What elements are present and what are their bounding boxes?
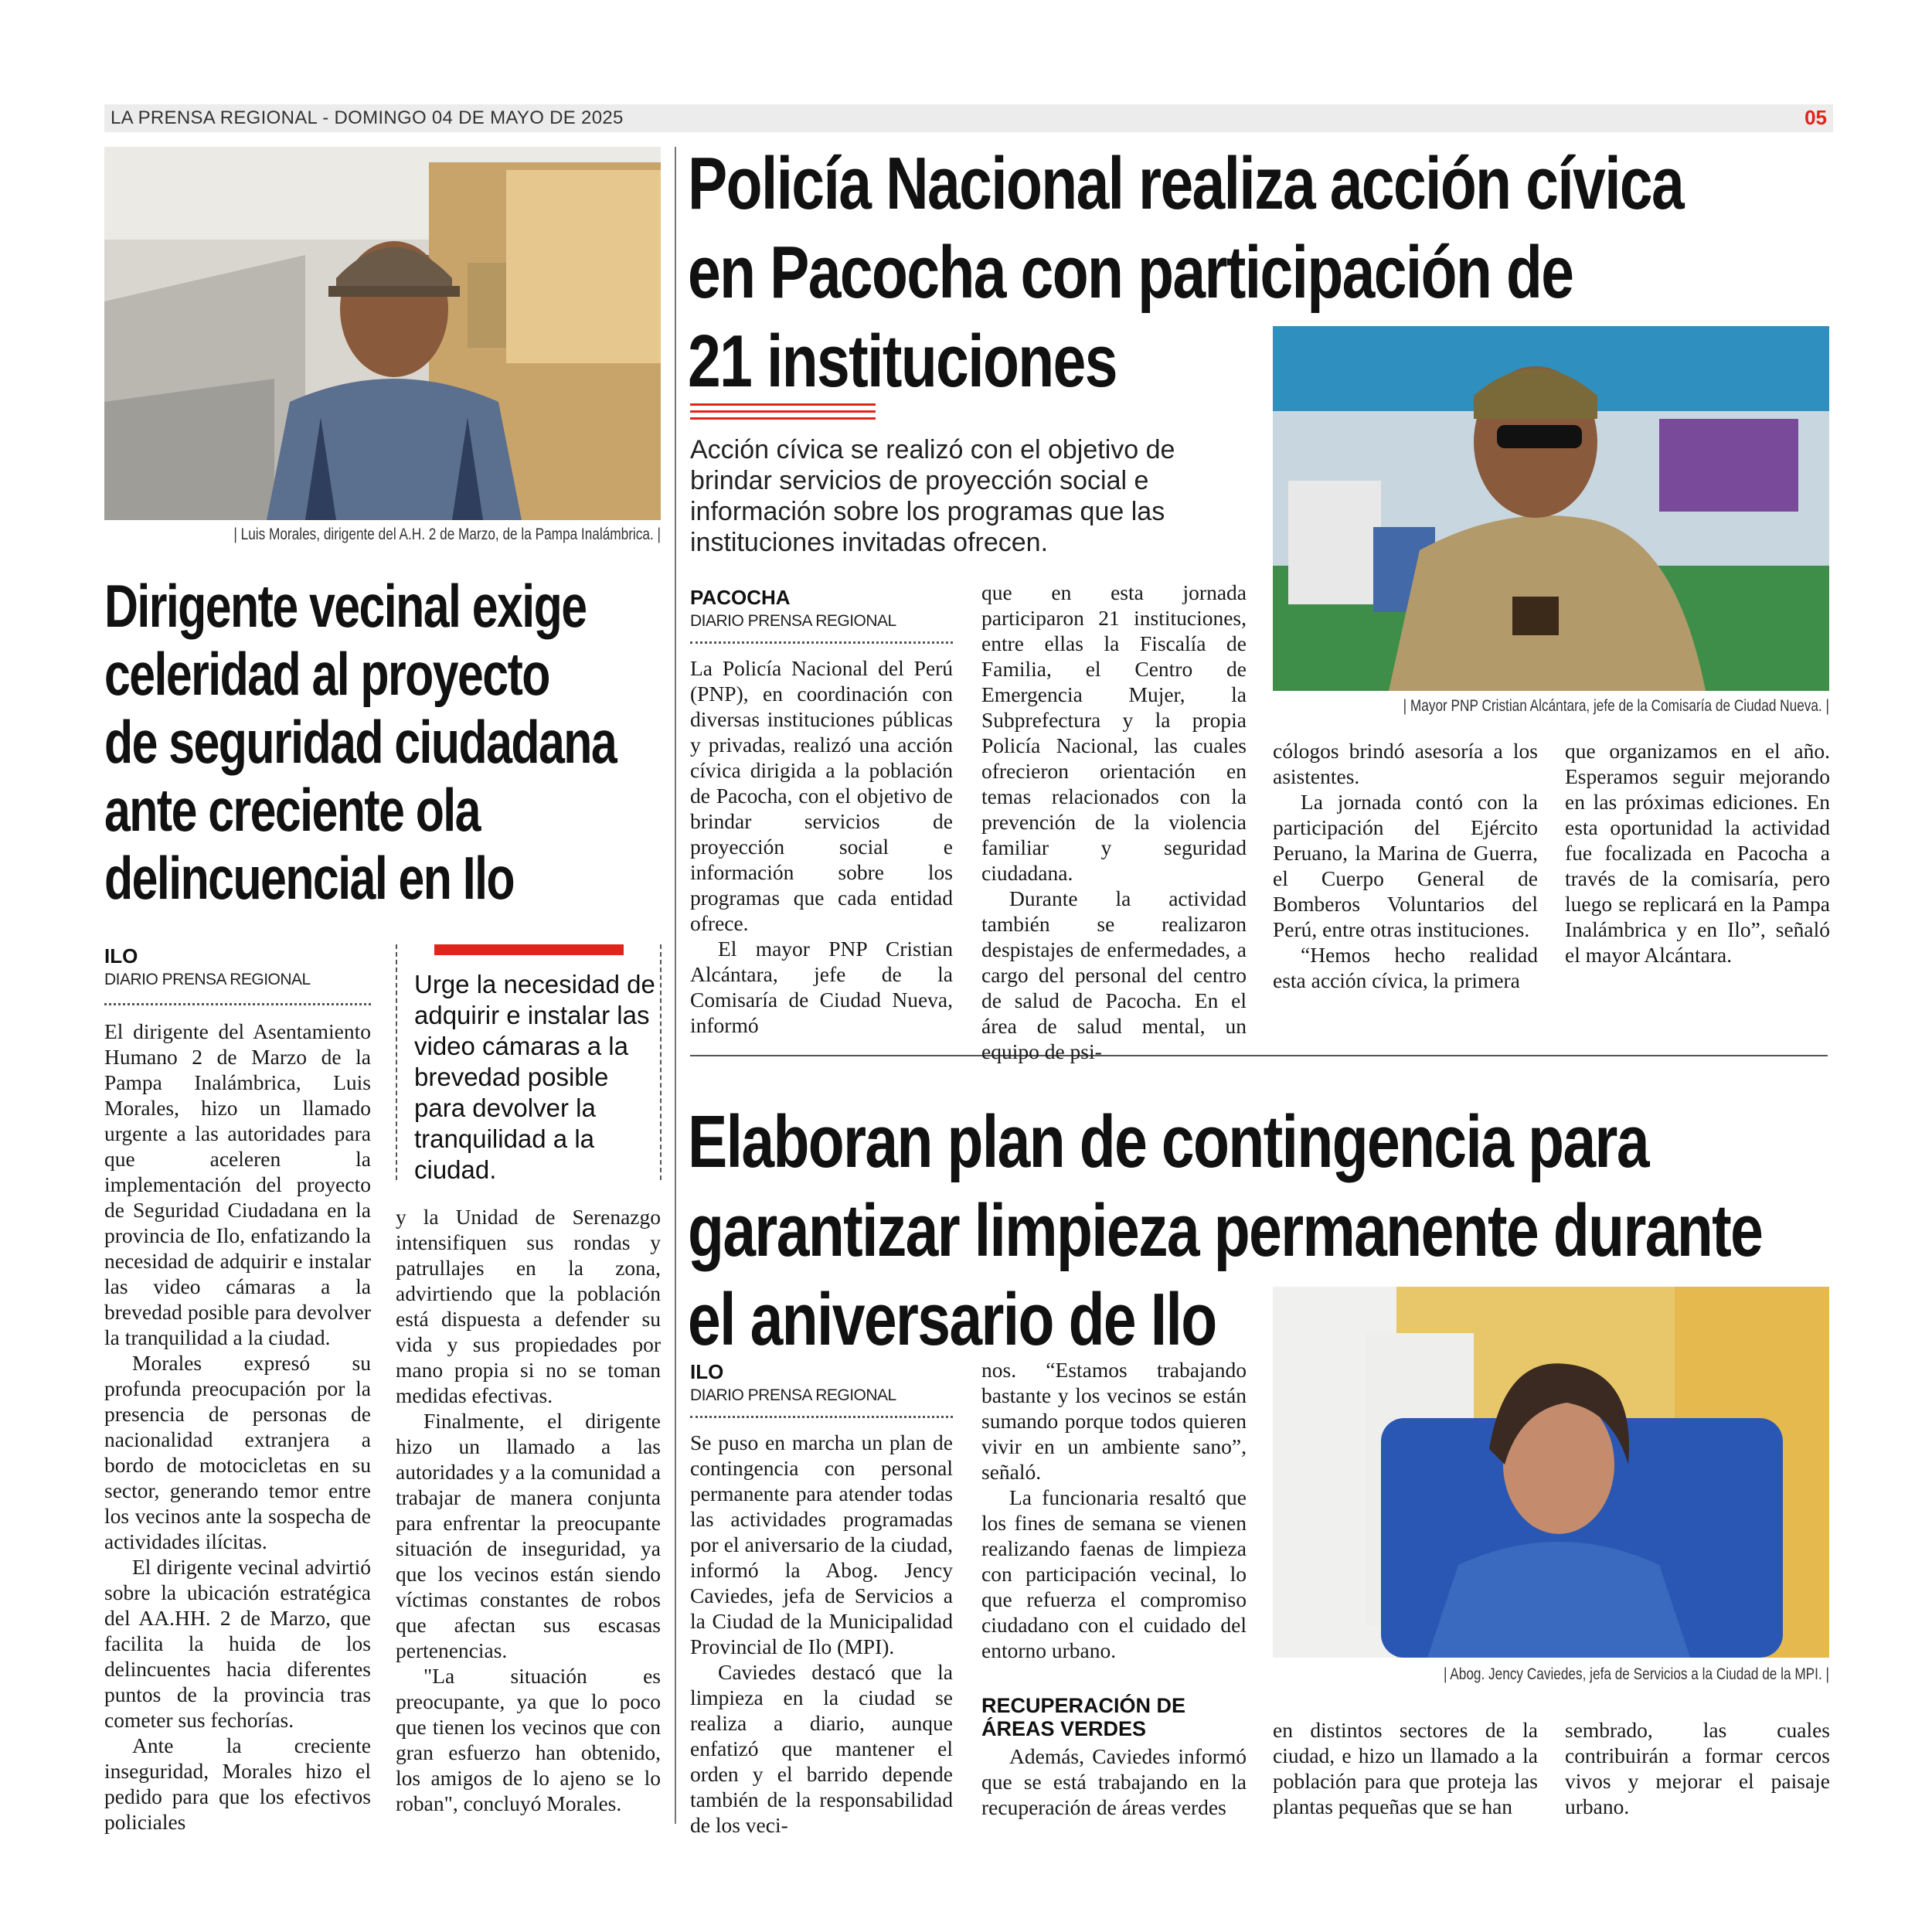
pull-quote: Urge la necesidad de adquirir e instalar las video cámaras a la brevedad posible para devolver la tranquilidad a la ciudad. <box>414 970 655 1184</box>
story1-column-2: y la Unidad de Serenazgo intensifiquen sus rondas y patrullajes en la zona, advirtiendo que la población está dispuesta a defender su vida y sus propiedades por mano propia si no se toman medidas efectivas. Finalmente, el dirigente hizo un llamado a las autoridades y a la comunidad a trabajar de manera conjunta para enfrentar la preocupante situación de inseguridad, ya que los vecinos están siendo víctimas constantes de robos que afectan sus escasas pertenencias. "La situación es preocupante, ya que lo poco que tienen los vecinos que con gran esfuerzo han obtenido, los amigos de lo ajeno se lo roban", concluyó Morales. <box>396 1205 661 1815</box>
story2-dek: Acción cívica se realizó con el objetivo de brindar servicios de proyección social e información sobre los programas que las instituciones invitadas ofrecen. <box>690 435 1175 557</box>
dateline-place: ILO <box>690 1360 724 1383</box>
dotted-divider <box>690 641 953 644</box>
photo-caption-alcantara: | Mayor PNP Cristian Alcántara, jefe de la Comisaría de Ciudad Nueva. | <box>1403 697 1829 715</box>
photo-caption-caviedes: | Abog. Jency Caviedes, jefa de Servicios a la Ciudad de la MPI. | <box>1443 1665 1829 1683</box>
photo-caption: | Luis Morales, dirigente del A.H. 2 de Marzo, de la Pampa Inalámbrica. | <box>233 526 661 543</box>
story2-column-2: que en esta jornada participaron 21 instituciones, entre ellas la Fiscalía de Familia, el Centro de Emergencia Mujer, la Subprefectura y la propia Policía Nacional, las cuales ofrecieron orientación en temas relacionados con la prevención de la violencia familiar y seguridad ciudadana. Durante la actividad también se realizaron despistajes de enfermedades, a cargo del personal del centro de salud de Pacocha. En el área de salud mental, un equipo de psi- <box>981 580 1247 1063</box>
headline-policia-nacional: Policía Nacional realiza acción cívica en Pacocha con participación de 21 instituciones <box>688 142 1684 403</box>
dateline-source: DIARIO PRENSA REGIONAL <box>690 1386 896 1404</box>
pull-quote-red-bar <box>434 944 624 955</box>
story-divider <box>690 1055 1828 1056</box>
page-number: 05 <box>1804 106 1827 129</box>
page-header <box>104 104 1833 132</box>
story3-column-2: nos. “Estamos trabajando bastante y los vecinos se están sumando porque todos quieren vivir en un ambiente sano”, señaló. La funcionaria resaltó que los fines de semana se vienen realizando faenas de limpieza con participación vecinal, lo que refuerza el compromiso ciudadano con el cuidado del entorno urbano. <box>981 1358 1247 1662</box>
dateline-place: ILO <box>104 944 138 968</box>
photo-mayor-alcantara <box>1273 326 1829 691</box>
photo-jency-caviedes <box>1273 1287 1829 1658</box>
headline-dirigente-vecinal: Dirigente vecinal exige celeridad al proyecto de seguridad ciudadana ante creciente ola delincuencial en Ilo <box>104 572 617 912</box>
story2-column-4: que organizamos en el año. Esperamos seguir mejorando en las próximas ediciones. En esta oportunidad la actividad fue focalizada en Pacocha a través de la comisaría, pero luego se replicará en la Pampa Inalámbrica y en Ilo”, señaló el mayor Alcántara. <box>1565 739 1830 967</box>
headline-plan-contingencia: Elaboran plan de contingencia para garantizar limpieza permanente durante el aniversario de Ilo <box>688 1100 1763 1361</box>
dateline-source: DIARIO PRENSA REGIONAL <box>104 971 311 988</box>
subhead-areas-verdes: RECUPERACIÓN DE ÁREAS VERDES <box>981 1694 1186 1740</box>
dateline-source: DIARIO PRENSA REGIONAL <box>690 612 896 630</box>
red-stripes-decoration <box>690 403 876 424</box>
pull-quote-box <box>396 944 662 1184</box>
column-divider <box>675 147 676 1824</box>
story1-column-1: El dirigente del Asentamiento Humano 2 de Marzo de la Pampa Inalámbrica, Luis Morales, hizo un llamado urgente a las autoridades para que aceleren la implementación del proyecto de Seguridad Ciudadana en la provincia de Ilo, enfatizando la necesidad de adquirir e instalar las video cámaras a la brevedad posible para devolver la tranquilidad a la ciudad. Morales expresó su profunda preocupación por la presencia de personas de nacionalidad extranjera a bordo de motocicletas en su sector, generando temor entre los vecinos ante la sospecha de actividades ilícitas. El dirigente vecinal advirtió sobre la ubicación estratégica del AA.HH. 2 de Marzo, que facilita la huida de los delincuentes hacia diferentes puntos de la provincia tras cometer sus fechorías. Ante la creciente inseguridad, Morales hizo el pedido para que los efectivos policiales <box>104 1019 371 1834</box>
dotted-divider <box>690 1416 953 1418</box>
story3-column-2b: Además, Caviedes informó que se está trabajando en la recuperación de áreas verdes <box>981 1744 1247 1819</box>
photo-luis-morales <box>104 147 661 520</box>
dateline-place: PACOCHA <box>690 586 791 609</box>
story3-column-1: Se puso en marcha un plan de contingencia con personal permanente para atender todas las actividades programadas por el aniversario de la ciudad, informó la Abog. Jency Caviedes, jefa de Servicios a la Ciudad de la Municipalidad Provincial de Ilo (MPI). Caviedes destacó que la limpieza en la ciudad se realiza a diario, aunque enfatizó que mantener el orden y el barrido depende también de la responsabilidad de los veci- <box>690 1430 953 1837</box>
dotted-divider <box>104 1003 371 1005</box>
story2-column-3: cólogos brindó asesoría a los asistentes. La jornada contó con la participación del Ejército Peruano, la Marina de Guerra, el Cuerpo General de Bomberos Voluntarios del Perú, entre otras instituciones. “Hemos hecho realidad esta acción cívica, la primera <box>1273 739 1538 992</box>
story3-column-4: sembrado, las cuales contribuirán a formar cercos vivos y mejorar el paisaje urbano. <box>1565 1718 1830 1818</box>
story3-column-3: en distintos sectores de la ciudad, e hizo un llamado a la población para que proteja las plantas pequeñas que se han <box>1273 1718 1538 1818</box>
story2-column-1: La Policía Nacional del Perú (PNP), en coordinación con diversas instituciones públicas y privadas, realizó una acción cívica dirigida a la población de Pacocha, con el objetivo de brindar servicios de proyección social e información sobre los programas que cada entidad ofrece. El mayor PNP Cristian Alcántara, jefe de la Comisaría de Ciudad Nueva, informó <box>690 656 953 1037</box>
header-publication-date: LA PRENSA REGIONAL - DOMINGO 04 DE MAYO DE 2025 <box>111 107 624 128</box>
